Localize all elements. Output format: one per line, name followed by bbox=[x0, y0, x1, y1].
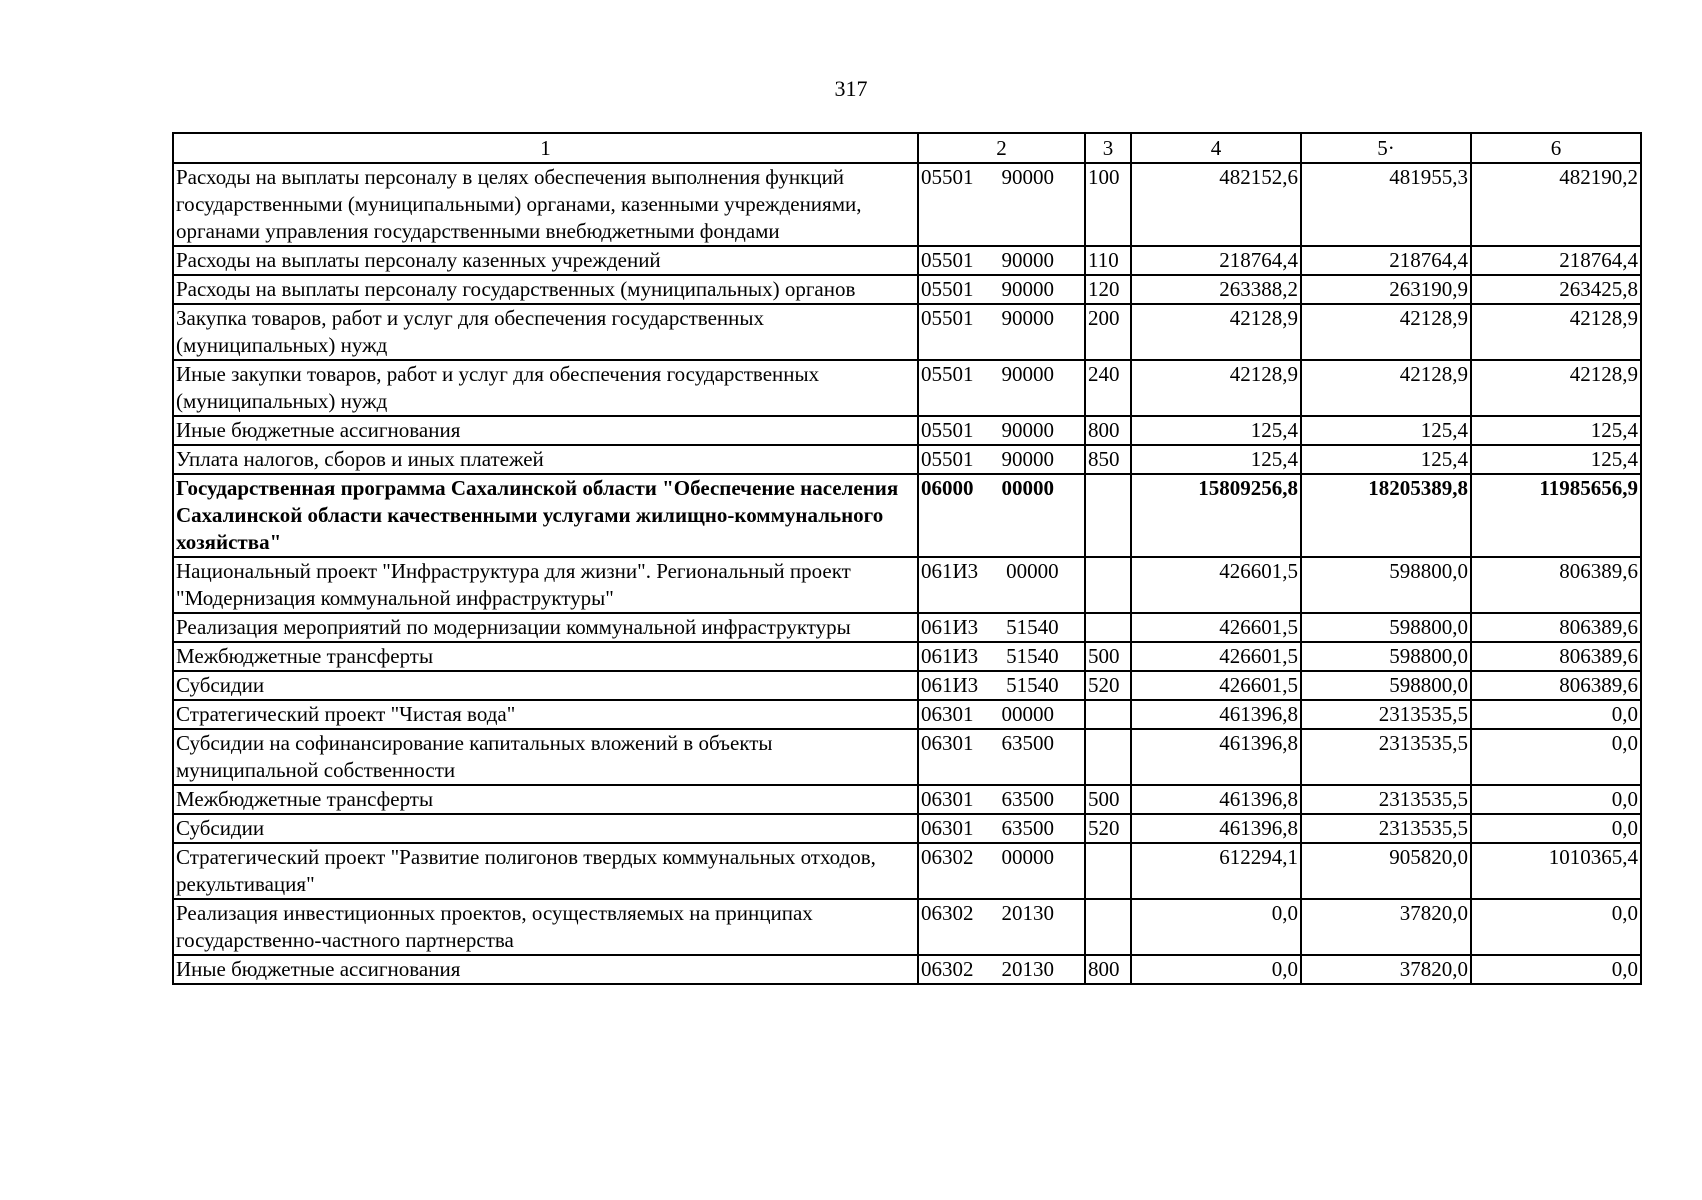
row-target-code bbox=[918, 416, 1085, 445]
row-code-direction: 63500 bbox=[1001, 816, 1054, 840]
row-expense-type bbox=[1085, 474, 1131, 557]
row-target-code bbox=[918, 785, 1085, 814]
row-name: Расходы на выплаты персоналу государственных (муниципальных) органов bbox=[173, 275, 918, 304]
row-expense-type bbox=[1085, 843, 1131, 899]
row-value-col6: 1010365,4 bbox=[1471, 843, 1641, 899]
row-value-col5: 2313535,5 bbox=[1301, 700, 1471, 729]
row-code-direction: 00000 bbox=[1001, 476, 1054, 500]
row-code-direction: 90000 bbox=[1001, 418, 1054, 442]
row-name: Государственная программа Сахалинской области "Обеспечение населения Сахалинской области качественными услугами жилищно-коммунального хозяйства" bbox=[173, 474, 918, 557]
table-row bbox=[173, 814, 1641, 843]
row-expense-type: 800 bbox=[1085, 416, 1131, 445]
row-name: Реализация мероприятий по модернизации коммунальной инфраструктуры bbox=[173, 613, 918, 642]
row-value-col4: 612294,1 bbox=[1131, 843, 1301, 899]
row-expense-type: 100 bbox=[1085, 163, 1131, 246]
row-value-col6: 0,0 bbox=[1471, 899, 1641, 955]
row-code-direction: 90000 bbox=[1001, 306, 1054, 330]
row-value-col6: 42128,9 bbox=[1471, 360, 1641, 416]
row-target-code bbox=[918, 642, 1085, 671]
row-value-col5: 37820,0 bbox=[1301, 955, 1471, 984]
row-target-code bbox=[918, 163, 1085, 246]
row-value-col4: 125,4 bbox=[1131, 416, 1301, 445]
row-value-col5: 481955,3 bbox=[1301, 163, 1471, 246]
row-expense-type: 850 bbox=[1085, 445, 1131, 474]
row-value-col5: 42128,9 bbox=[1301, 304, 1471, 360]
row-code-direction: 90000 bbox=[1001, 165, 1054, 189]
row-value-col6: 218764,4 bbox=[1471, 246, 1641, 275]
table-row bbox=[173, 360, 1641, 416]
row-name: Стратегический проект "Чистая вода" bbox=[173, 700, 918, 729]
row-expense-type bbox=[1085, 700, 1131, 729]
table-row bbox=[173, 557, 1641, 613]
table-row bbox=[173, 304, 1641, 360]
row-value-col6: 482190,2 bbox=[1471, 163, 1641, 246]
row-value-col4: 482152,6 bbox=[1131, 163, 1301, 246]
row-target-code bbox=[918, 474, 1085, 557]
table-row bbox=[173, 955, 1641, 984]
row-value-col6: 0,0 bbox=[1471, 955, 1641, 984]
header-col-6: 6 bbox=[1471, 133, 1641, 163]
row-value-col5: 18205389,8 bbox=[1301, 474, 1471, 557]
row-name: Расходы на выплаты персоналу казенных учреждений bbox=[173, 246, 918, 275]
row-code-direction: 00000 bbox=[1006, 559, 1059, 583]
row-value-col6: 42128,9 bbox=[1471, 304, 1641, 360]
row-target-code bbox=[918, 899, 1085, 955]
row-value-col6: 11985656,9 bbox=[1471, 474, 1641, 557]
row-code-program: 05501 bbox=[921, 306, 974, 330]
row-code-direction: 90000 bbox=[1001, 248, 1054, 272]
row-value-col4: 0,0 bbox=[1131, 899, 1301, 955]
row-code-program: 061И3 bbox=[921, 559, 979, 583]
row-name: Иные закупки товаров, работ и услуг для обеспечения государственных (муниципальных) нужд bbox=[173, 360, 918, 416]
row-value-col5: 598800,0 bbox=[1301, 557, 1471, 613]
table-row bbox=[173, 445, 1641, 474]
header-col-3: 3 bbox=[1085, 133, 1131, 163]
row-code-direction: 90000 bbox=[1001, 447, 1054, 471]
row-code-program: 06301 bbox=[921, 702, 974, 726]
row-value-col4: 15809256,8 bbox=[1131, 474, 1301, 557]
row-value-col4: 426601,5 bbox=[1131, 613, 1301, 642]
row-value-col6: 806389,6 bbox=[1471, 671, 1641, 700]
row-value-col4: 461396,8 bbox=[1131, 700, 1301, 729]
row-target-code bbox=[918, 557, 1085, 613]
row-target-code bbox=[918, 843, 1085, 899]
row-target-code bbox=[918, 729, 1085, 785]
row-expense-type: 240 bbox=[1085, 360, 1131, 416]
row-code-program: 05501 bbox=[921, 362, 974, 386]
page-number: 317 bbox=[834, 76, 868, 101]
row-expense-type: 500 bbox=[1085, 785, 1131, 814]
row-value-col6: 0,0 bbox=[1471, 729, 1641, 785]
row-name: Межбюджетные трансферты bbox=[173, 642, 918, 671]
row-value-col5: 125,4 bbox=[1301, 445, 1471, 474]
row-name: Иные бюджетные ассигнования bbox=[173, 416, 918, 445]
row-name: Расходы на выплаты персоналу в целях обеспечения выполнения функций государственными (муниципальными) органами, казенными учреждениями, органами управления государственными внебюджетными фондами bbox=[173, 163, 918, 246]
table-row bbox=[173, 163, 1641, 246]
row-name: Субсидии на софинансирование капитальных вложений в объекты муниципальной собственности bbox=[173, 729, 918, 785]
row-code-program: 06302 bbox=[921, 901, 974, 925]
row-name: Национальный проект "Инфраструктура для жизни". Региональный проект "Модернизация коммунальной инфраструктуры" bbox=[173, 557, 918, 613]
row-name: Стратегический проект "Развитие полигонов твердых коммунальных отходов, рекультивация" bbox=[173, 843, 918, 899]
table-body bbox=[173, 163, 1641, 984]
row-code-program: 05501 bbox=[921, 447, 974, 471]
row-target-code bbox=[918, 246, 1085, 275]
header-col-2: 2 bbox=[918, 133, 1085, 163]
table-row bbox=[173, 843, 1641, 899]
row-name: Субсидии bbox=[173, 814, 918, 843]
table-row bbox=[173, 474, 1641, 557]
row-expense-type: 500 bbox=[1085, 642, 1131, 671]
row-value-col6: 125,4 bbox=[1471, 416, 1641, 445]
row-value-col6: 0,0 bbox=[1471, 785, 1641, 814]
row-target-code bbox=[918, 955, 1085, 984]
row-target-code bbox=[918, 360, 1085, 416]
row-code-direction: 90000 bbox=[1001, 277, 1054, 301]
row-value-col6: 806389,6 bbox=[1471, 642, 1641, 671]
row-name: Межбюджетные трансферты bbox=[173, 785, 918, 814]
row-code-direction: 63500 bbox=[1001, 787, 1054, 811]
row-code-program: 061И3 bbox=[921, 644, 979, 668]
row-value-col5: 263190,9 bbox=[1301, 275, 1471, 304]
budget-table bbox=[172, 132, 1642, 985]
row-code-direction: 20130 bbox=[1001, 901, 1054, 925]
row-code-program: 06301 bbox=[921, 731, 974, 755]
row-expense-type bbox=[1085, 729, 1131, 785]
row-value-col4: 426601,5 bbox=[1131, 557, 1301, 613]
row-value-col5: 125,4 bbox=[1301, 416, 1471, 445]
row-value-col4: 263388,2 bbox=[1131, 275, 1301, 304]
row-value-col4: 426601,5 bbox=[1131, 671, 1301, 700]
row-value-col5: 2313535,5 bbox=[1301, 814, 1471, 843]
row-name: Иные бюджетные ассигнования bbox=[173, 955, 918, 984]
row-expense-type: 110 bbox=[1085, 246, 1131, 275]
row-value-col5: 37820,0 bbox=[1301, 899, 1471, 955]
table-row bbox=[173, 642, 1641, 671]
row-target-code bbox=[918, 700, 1085, 729]
row-code-program: 06000 bbox=[921, 476, 974, 500]
row-code-direction: 00000 bbox=[1001, 845, 1054, 869]
row-code-program: 05501 bbox=[921, 165, 974, 189]
row-value-col6: 263425,8 bbox=[1471, 275, 1641, 304]
header-row bbox=[173, 133, 1641, 163]
row-code-program: 061И3 bbox=[921, 615, 979, 639]
row-code-program: 06302 bbox=[921, 845, 974, 869]
row-name: Субсидии bbox=[173, 671, 918, 700]
row-value-col4: 0,0 bbox=[1131, 955, 1301, 984]
row-target-code bbox=[918, 304, 1085, 360]
header-col-5: 5· bbox=[1301, 133, 1471, 163]
row-code-program: 061И3 bbox=[921, 673, 979, 697]
row-expense-type bbox=[1085, 899, 1131, 955]
row-value-col5: 598800,0 bbox=[1301, 613, 1471, 642]
row-code-program: 06301 bbox=[921, 787, 974, 811]
row-expense-type: 200 bbox=[1085, 304, 1131, 360]
row-value-col4: 461396,8 bbox=[1131, 729, 1301, 785]
row-value-col4: 42128,9 bbox=[1131, 360, 1301, 416]
row-value-col4: 461396,8 bbox=[1131, 814, 1301, 843]
row-code-program: 05501 bbox=[921, 277, 974, 301]
table-row bbox=[173, 700, 1641, 729]
header-col-4: 4 bbox=[1131, 133, 1301, 163]
row-target-code bbox=[918, 814, 1085, 843]
row-name: Уплата налогов, сборов и иных платежей bbox=[173, 445, 918, 474]
row-target-code bbox=[918, 445, 1085, 474]
table-row bbox=[173, 671, 1641, 700]
row-expense-type bbox=[1085, 613, 1131, 642]
row-value-col4: 42128,9 bbox=[1131, 304, 1301, 360]
row-expense-type bbox=[1085, 557, 1131, 613]
row-value-col5: 598800,0 bbox=[1301, 642, 1471, 671]
row-expense-type: 800 bbox=[1085, 955, 1131, 984]
table-row bbox=[173, 246, 1641, 275]
row-value-col6: 806389,6 bbox=[1471, 613, 1641, 642]
row-code-program: 06301 bbox=[921, 816, 974, 840]
row-code-program: 05501 bbox=[921, 248, 974, 272]
row-expense-type: 120 bbox=[1085, 275, 1131, 304]
row-value-col5: 2313535,5 bbox=[1301, 785, 1471, 814]
row-value-col6: 806389,6 bbox=[1471, 557, 1641, 613]
row-value-col4: 461396,8 bbox=[1131, 785, 1301, 814]
row-value-col6: 125,4 bbox=[1471, 445, 1641, 474]
row-code-direction: 00000 bbox=[1001, 702, 1054, 726]
row-value-col4: 125,4 bbox=[1131, 445, 1301, 474]
row-value-col4: 426601,5 bbox=[1131, 642, 1301, 671]
row-name: Реализация инвестиционных проектов, осуществляемых на принципах государственно-частного партнерства bbox=[173, 899, 918, 955]
row-value-col5: 2313535,5 bbox=[1301, 729, 1471, 785]
table-row bbox=[173, 613, 1641, 642]
row-value-col5: 218764,4 bbox=[1301, 246, 1471, 275]
row-code-direction: 51540 bbox=[1006, 615, 1059, 639]
row-expense-type: 520 bbox=[1085, 814, 1131, 843]
table-row bbox=[173, 729, 1641, 785]
row-code-direction: 63500 bbox=[1001, 731, 1054, 755]
row-code-direction: 51540 bbox=[1006, 673, 1059, 697]
table-row bbox=[173, 275, 1641, 304]
header-col-1: 1 bbox=[173, 133, 918, 163]
row-code-program: 06302 bbox=[921, 957, 974, 981]
row-code-direction: 20130 bbox=[1001, 957, 1054, 981]
row-value-col6: 0,0 bbox=[1471, 700, 1641, 729]
row-target-code bbox=[918, 613, 1085, 642]
row-value-col4: 218764,4 bbox=[1131, 246, 1301, 275]
row-expense-type: 520 bbox=[1085, 671, 1131, 700]
row-target-code bbox=[918, 275, 1085, 304]
table-row bbox=[173, 899, 1641, 955]
row-code-direction: 51540 bbox=[1006, 644, 1059, 668]
table-row bbox=[173, 785, 1641, 814]
row-code-program: 05501 bbox=[921, 418, 974, 442]
row-value-col6: 0,0 bbox=[1471, 814, 1641, 843]
table-row bbox=[173, 416, 1641, 445]
row-value-col5: 598800,0 bbox=[1301, 671, 1471, 700]
row-target-code bbox=[918, 671, 1085, 700]
row-value-col5: 905820,0 bbox=[1301, 843, 1471, 899]
row-name: Закупка товаров, работ и услуг для обеспечения государственных (муниципальных) нужд bbox=[173, 304, 918, 360]
row-value-col5: 42128,9 bbox=[1301, 360, 1471, 416]
row-code-direction: 90000 bbox=[1001, 362, 1054, 386]
